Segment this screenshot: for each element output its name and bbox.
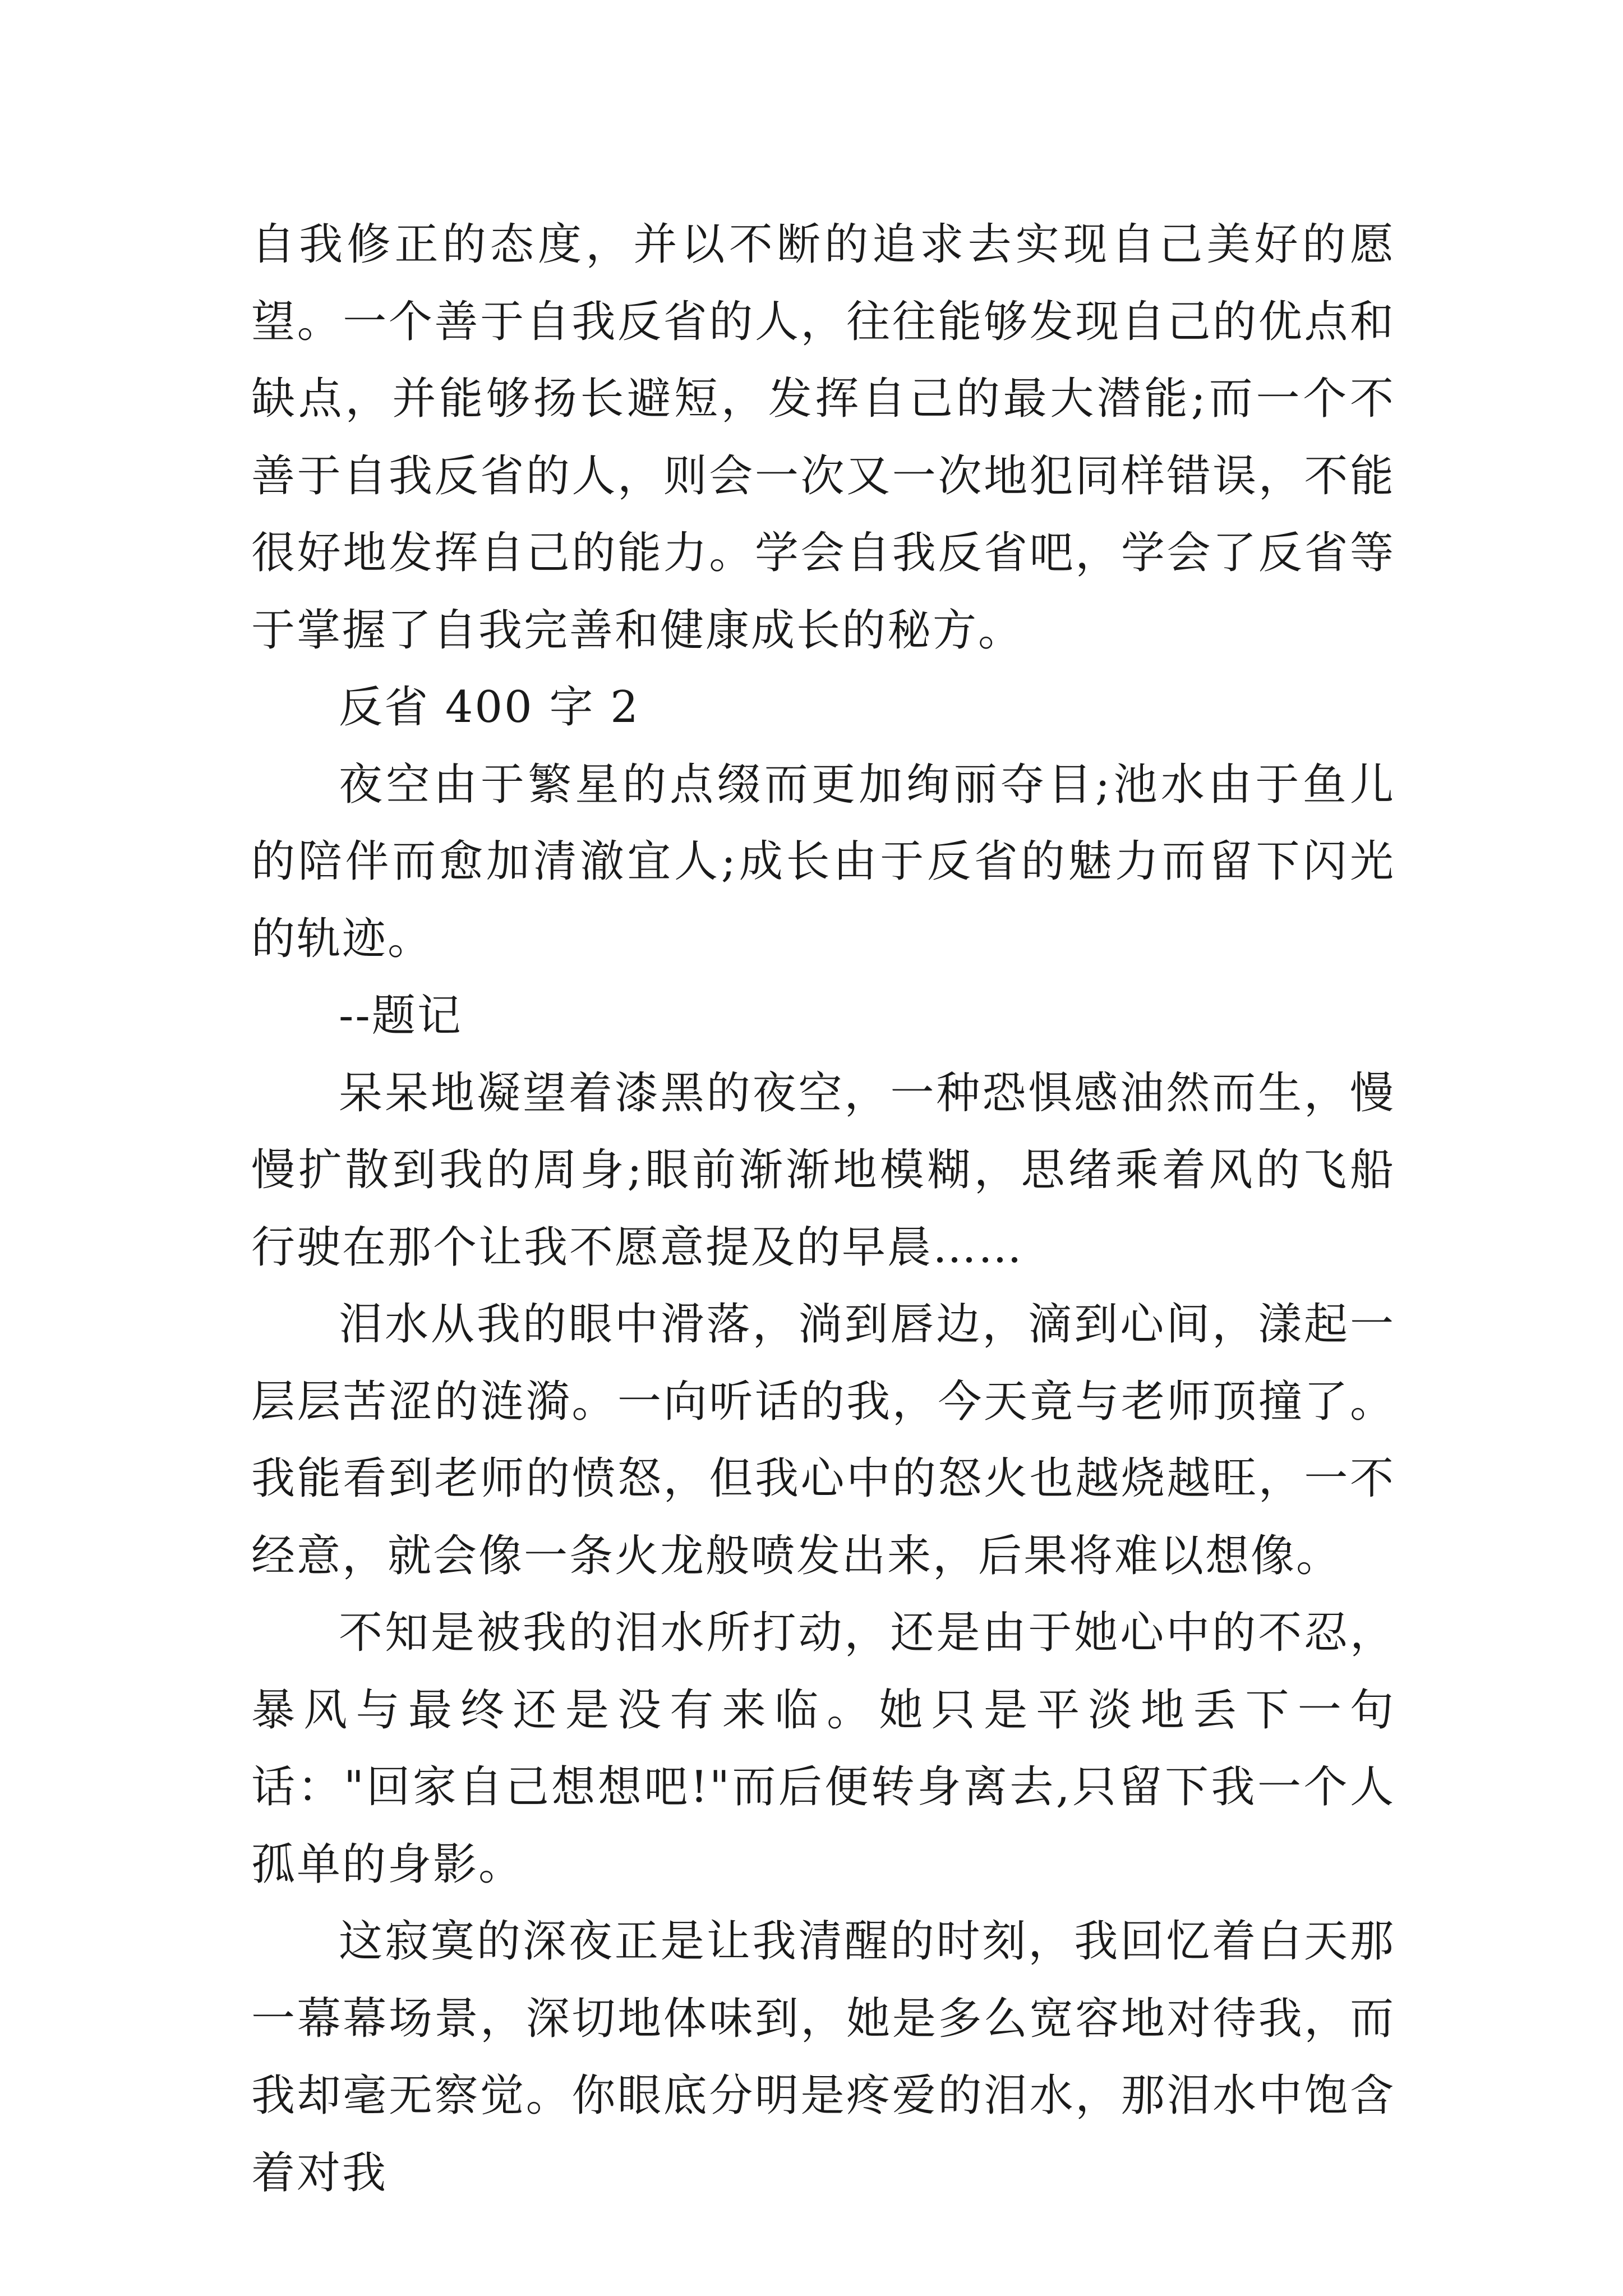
paragraph-1: 自我修正的态度，并以不断的追求去实现自己美好的愿望。一个善于自我反省的人，往往能够发现自己的优点和缺点，并能够扬长避短，发挥自己的最大潜能;而一个不善于自我反省的人，则会一次又一次地犯同样错误，不能很好地发挥自己的能力。学会自我反省吧，学会了反省等于掌握了自我完善和健康成长的秘方。 (251, 219, 1395, 656)
epigraph-note: --题记 (339, 991, 463, 1041)
paragraph-4: 泪水从我的眼中滑落，淌到唇边，滴到心间，漾起一层层苦涩的涟漪。一向听话的我，今天竟与老师顶撞了。我能看到老师的愤怒，但我心中的怒火也越烧越旺，一不经意，就会像一条火龙般喷发出来，后果将难以想像。 (251, 1299, 1395, 1581)
document-body (251, 206, 1395, 2212)
section-heading: 反省 400 字 2 (339, 682, 640, 733)
paragraph-2: 夜空由于繁星的点缀而更加绚丽夺目;池水由于鱼儿的陪伴而愈加清澈宜人;成长由于反省的魅力而留下闪光的轨迹。 (251, 759, 1395, 964)
paragraph-6: 这寂寞的深夜正是让我清醒的时刻，我回忆着白天那一幕幕场景，深切地体味到，她是多么宽容地对待我，而我却毫无察觉。你眼底分明是疼爱的泪水，那泪水中饱含着对我 (251, 1916, 1395, 2198)
paragraph-3: 呆呆地凝望着漆黑的夜空，一种恐惧感油然而生，慢慢扩散到我的周身;眼前渐渐地模糊，思绪乘着风的飞船行驶在那个让我不愿意提及的早晨…… (251, 1068, 1395, 1273)
paragraph-5: 不知是被我的泪水所打动，还是由于她心中的不忍，暴风与最终还是没有来临。她只是平淡地丢下一句话："回家自己想想吧!"而后便转身离去,只留下我一个人孤单的身影。 (251, 1608, 1395, 1890)
